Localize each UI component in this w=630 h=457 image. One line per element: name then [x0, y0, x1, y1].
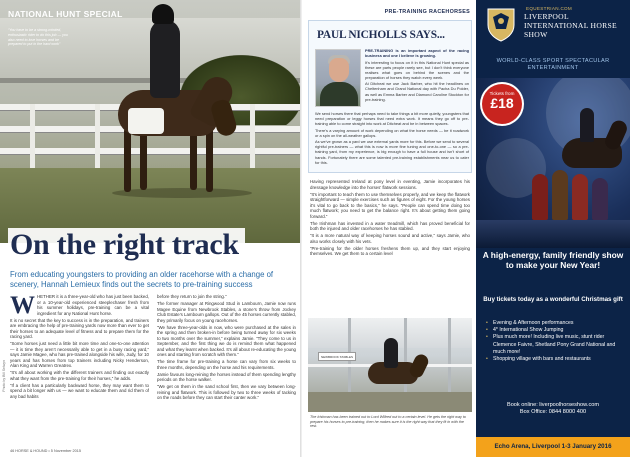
boxout-text-upper: PRE-TRAINING is an important aspect of the racing business and one I believe is growing. It’s interesting to focus on it in this National Hunt special as these are parts people rarely see, but I don’t think everyone realises what goes on behind the scenes and the preparation of horses they watch every week. At Ditcheat we use Jack Barber, who hit the headlines on Cheltenham and Grand National day with Pacha Du Polder, as well as Emma Barber and Diamond Caroline Stockton for pre-training. [365, 48, 469, 102]
ad-feature-list [486, 320, 624, 363]
crest-icon [484, 5, 518, 43]
ad-brand: LIVERPOOL INTERNATIONAL HORSE SHOW [524, 12, 617, 39]
left-page [0, 0, 302, 457]
ad-venue-bar: Echo Arena, Liverpool 1-3 January 2016 [476, 437, 630, 457]
photo-caption: The Irishman has been trained out to Lord Wilfred out to a certain level. He gets the right way to prepare his horses to pre-training, then he makes sure it is the right way that they fit in with the rest. [310, 415, 466, 429]
ad-headline: A high-energy, family friendly show to make your New Year! [482, 250, 624, 271]
standfirst: From educating youngsters to providing an older racehorse with a change of scenery, Hannah Lemieux finds out the secrets to pre-training success [10, 270, 274, 289]
list-item: • Plus much more! Including live music, stunt rider Clemence Faivre, Shetland Pony Grand National and much more! [486, 334, 624, 356]
article-body [10, 294, 296, 402]
portrait-photo [315, 49, 361, 107]
article-body-continued: Having represented Ireland at pony level in eventing, Jamie incorporates his dressage knowledge into the horses’ flatwork sessions. “It’s important to teach them to use themselves properly, and we keep the flatwork straightforward — simple exercises such as figures of eight. For the young horses it’s vital to go back to the basics,” he says. “People can spend time doing too much flatwork; you need to get the balance right. It’s about getting them going forward.” The Irishman has invested in a water treadmill, which has proved beneficial for both the injured and older racehorses he has stabled. “It is a more natural way of keeping horses sound and active,” says Jamie, who also works closely with his vets. “Pre-training for the older horses freshens them up, and they start enjoying themselves. We get them to a certain level [310, 179, 470, 257]
photo-credit: Photo by Bill Selwyn [2, 360, 6, 392]
rider [150, 20, 180, 98]
list-item: • Evening & Afternoon performances [486, 320, 624, 327]
list-item: • Shopping village with bars and restaurants [486, 356, 624, 363]
headline: On the right track [8, 228, 245, 262]
dropcap: W [10, 292, 35, 319]
stable-sign: NEWBROOK STABLES [318, 352, 356, 361]
boxout-title: PAUL NICHOLLS SAYS... [317, 29, 445, 41]
ad-presenter: EQUESTRIAN.COM [526, 6, 573, 11]
stable-photo [308, 318, 472, 412]
paul-nicholls-boxout [308, 20, 472, 173]
right-page [302, 0, 476, 457]
liverpool-horse-show-advert[interactable] [476, 0, 630, 457]
ad-buy-line: Buy tickets today as a wonderful Christmas gift [483, 296, 623, 303]
list-item: • 4* International Show Jumping [486, 327, 624, 334]
section-label: PRE-TRAINING RACEHORSES [384, 9, 470, 15]
page-footer: 46 HORSE & HOUND • 5 November 2015 [10, 449, 81, 453]
boxout-text-lower: We send horses there that perhaps need to take things a bit more quietly, youngsters that need preparation or leggy horses that need extra work. It means they go off to pre-training able to come straight into work at Ditcheat and be in between spaces. There’s a varying amount of work depending on what the horse needs — be it roadwork or a spin on the all-weather gallops. As we’ve grown as a yard we use external yards more for this. Before we send to several rightful pre-trainers — what this is now is more fine tuning and one-to-one — so a pre-training yard, from my experience, is big enough to have a full house and isn’t short of hands. Fortunately there are some talented pre-training establishments near us to cater for this. [315, 111, 469, 165]
ad-tagline: WORLD-CLASS SPORT SPECTACULAR ENTERTAINMENT [496, 58, 610, 71]
box-office-number[interactable]: Box Office: 0844 8000 400 [519, 409, 587, 416]
article-column-2: before they return to join the string.” The former manager at Ringwood Stud in Lambourn, Jamie now runs Magee Equine from Newbrook Stables, a stone’s throw from Jockey Club Estate’s Lambourn gallops. Out of the 45 horses currently stabled, they primarily focus on young racehorses. “We have three-year-olds in now, who were purchased at the sales in the spring and then broken-in before being turned away for six weeks to two months over the summer,” explains Jamie. “They come to us in September, and the first thing we do is remind them what happened and what they learnt when backed. It’s all about re-educating the young ones and starting from scratch with them.” The time frame for pre-training a horse can vary from six weeks to three months, depending on the horse and his requirements. Jamie favours long-reining the horses instead of them spending lengthy periods on the horse walker. “We get on them in the sand school first, then we vary between long-reining and flatwork. This is followed by two to three weeks of tacking on the roads before they can start their canter work.” [157, 294, 296, 400]
price-badge: Tickets from £18 [482, 84, 522, 124]
article-column-1: WHETHER it is a three-year-old who has just been backed, or a 10-year-old experienced steeplechaser fresh from his summer holidays, pre-training can be a vital ingredient for any National Hunt horse. It is no secret that the key to success is in the preparation, and trainers are embracing the help of pre-training yards now more than ever to get their horses to an adequate level of fitness and to prepare them for the racing yard. “Some horses just need a little bit more time and one-to-one attention — it is time they aren’t necessarily able to get in a busy racing yard,” says Jamie Magee, who has pre-trained alongside his wife, Judy, for 10 years and has horses from top trainers including Nicky Henderson, Alan King and Warren Greatrex. “It’s all about working with the different trainers and finding out exactly what they want from the pre-training for their horses,” he adds. “If a client has a particularly backward horse, they may want them to spend a bit longer with us — we want to educate them and rid them of any bad habits [10, 292, 149, 399]
book-online-link[interactable]: Book online: liverpoolhorseshow.com [506, 402, 600, 408]
hero-caption: “You have to be a strong-minded, enthusiastic rider to do this job — you also need to love horses and be prepared to put in the hard work” [8, 28, 68, 47]
section-label: NATIONAL HUNT SPECIAL [8, 9, 123, 19]
ad-contact [482, 402, 624, 417]
